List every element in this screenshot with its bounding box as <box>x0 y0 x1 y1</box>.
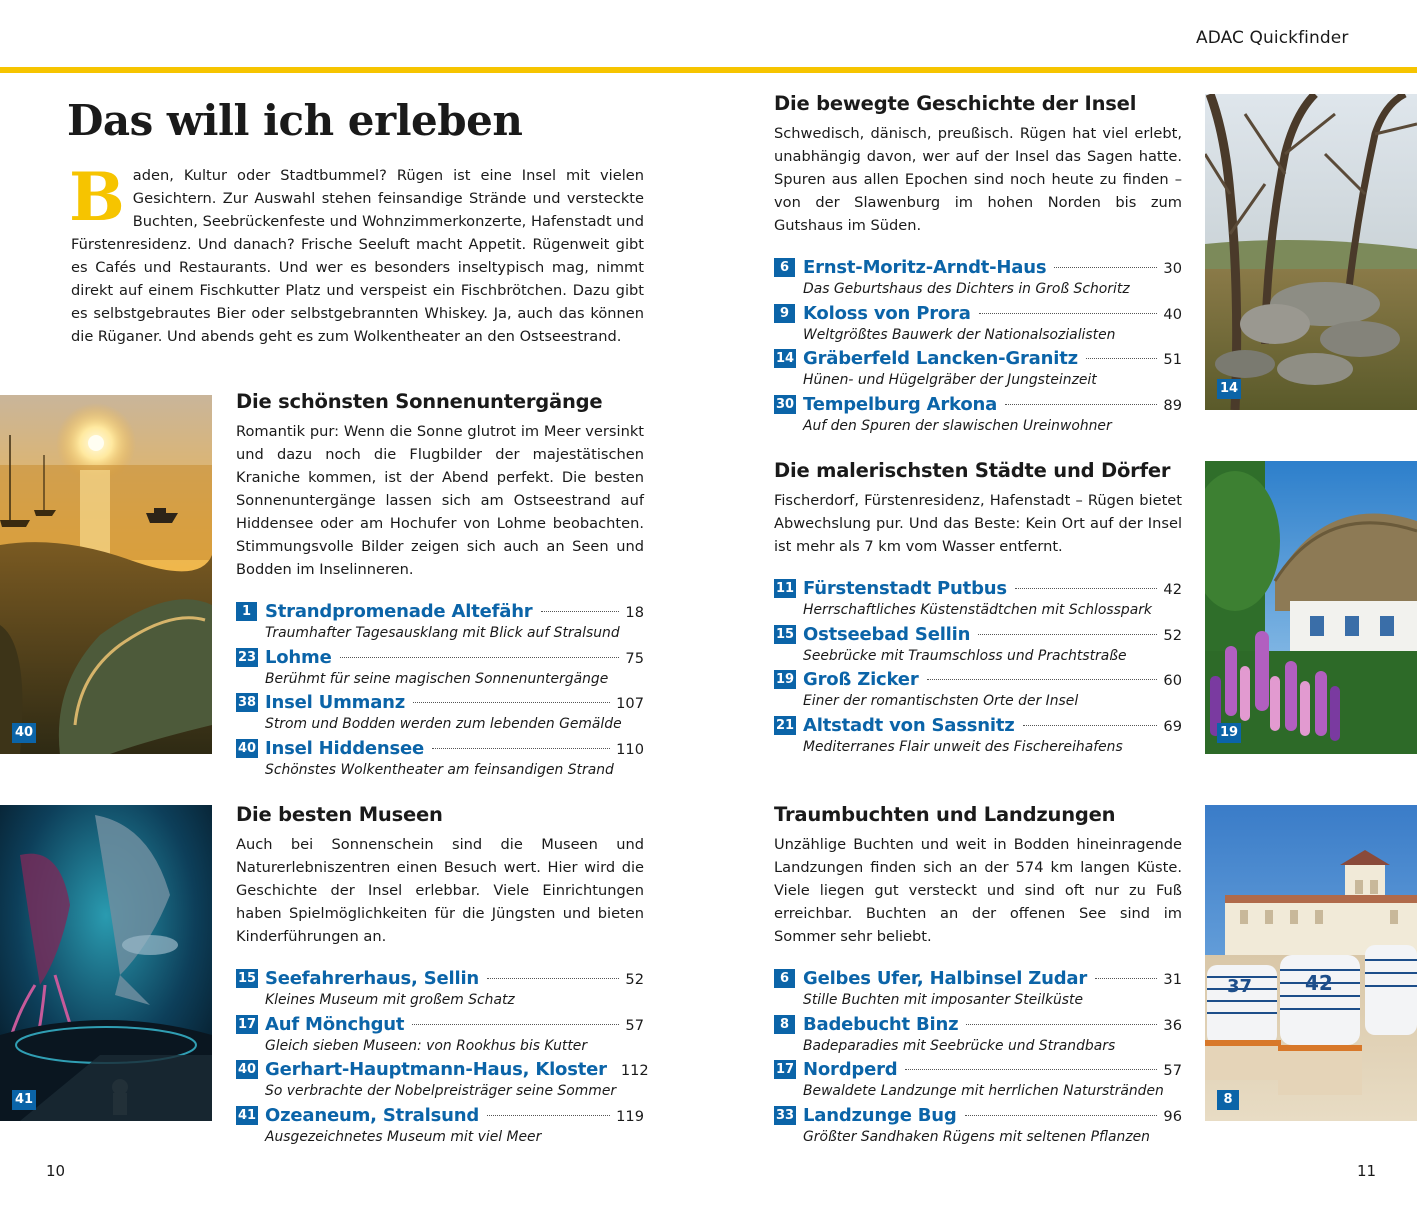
entry-number-badge: 40 <box>238 741 257 757</box>
dot-leader <box>965 1115 1158 1116</box>
dot-leader <box>432 748 610 749</box>
list-item[interactable] <box>774 302 1182 348</box>
entry-subtitle: Das Geburtshaus des Dichters in Groß Schoritz <box>803 281 1130 297</box>
entry-number-badge: 11 <box>776 581 795 596</box>
photo-badge: 14 <box>1217 379 1241 399</box>
intro-paragraph <box>69 158 644 348</box>
entry-title[interactable]: Gelbes Ufer, Halbinsel Zudar <box>803 968 1087 989</box>
entry-title[interactable]: Insel Hiddensee <box>265 738 425 760</box>
section-description: Fischerdorf, Fürstenresidenz, Hafenstadt – Rügen bietet Abwechslung pur. Und das Beste: Kein Ort auf der Insel ist mehr als 7 km vom Wasser entfernt. <box>774 492 1182 555</box>
list-item[interactable] <box>774 967 1182 1013</box>
entry-list <box>774 256 1182 439</box>
dot-leader <box>1095 978 1157 979</box>
entry-number-badge: 41 <box>238 1108 257 1124</box>
entry-title[interactable]: Ostseebad Sellin <box>803 623 971 645</box>
yellow-rule-divider <box>0 67 1417 73</box>
entry-subtitle: Herrschaftliches Küstenstädtchen mit Schlosspark <box>803 602 1152 618</box>
entry-number-badge: 17 <box>238 1016 257 1032</box>
thatched-cottage-photo <box>1205 461 1417 754</box>
entry-list <box>236 967 649 1150</box>
entry-list <box>774 967 1182 1150</box>
entry-title[interactable]: Ozeaneum, Stralsund <box>265 1105 480 1127</box>
entry-title[interactable]: Gerhart-Hauptmann-Haus, Kloster <box>265 1059 607 1081</box>
entry-page: 60 <box>1163 672 1182 690</box>
entry-title[interactable]: Seefahrerhaus, Sellin <box>265 968 480 989</box>
entry-number-badge: 38 <box>238 695 257 711</box>
entry-title[interactable]: Altstadt von Sassnitz <box>803 715 1015 737</box>
sunset-boat-photo <box>0 395 212 754</box>
entry-page: 110 <box>616 741 644 759</box>
list-item[interactable] <box>236 1013 644 1059</box>
entry-title[interactable]: Fürstenstadt Putbus <box>803 578 1007 599</box>
entry-title[interactable]: Tempelburg Arkona <box>803 394 998 416</box>
section-description: Auch bei Sonnenschein sind die Museen und Naturerlebniszentren einen Besuch wert. Hier wird die Geschichte der Insel erlebbar. Viele Einrichtungen haben Spielmöglichkeiten für die Jüngsten und bieten Kinderführungen an. <box>236 836 644 945</box>
entry-title[interactable]: Insel Ummanz <box>265 692 406 714</box>
entry-page: 18 <box>625 604 644 621</box>
dot-leader <box>966 1024 1157 1025</box>
entry-number-badge: 1 <box>236 602 257 621</box>
entry-subtitle: Bewaldete Landzunge mit herrlichen Naturstränden <box>803 1083 1164 1100</box>
drop-cap: B <box>69 158 125 236</box>
photo-badge: 19 <box>1217 723 1241 743</box>
entry-title[interactable]: Koloss von Prora <box>803 302 971 324</box>
entry-subtitle: Einer der romantischsten Orte der Insel <box>803 693 1079 710</box>
page-number-left: 10 <box>46 1162 66 1180</box>
dot-leader <box>1005 404 1157 405</box>
list-item[interactable] <box>774 668 1182 714</box>
list-item[interactable] <box>774 347 1182 393</box>
section-title: Traumbuchten und Landzungen <box>774 803 1116 826</box>
megalith-grave-photo <box>1205 94 1417 410</box>
dot-leader <box>487 1115 610 1116</box>
list-item[interactable] <box>774 623 1182 669</box>
list-item[interactable] <box>774 256 1182 302</box>
entry-subtitle: Badeparadies mit Seebrücke und Strandbars <box>803 1037 1116 1054</box>
entry-page: 52 <box>625 971 644 988</box>
dot-leader <box>927 679 1158 680</box>
list-item[interactable] <box>236 1104 644 1150</box>
entry-number-badge: 23 <box>238 649 257 665</box>
page-title: Das will ich erleben <box>67 96 523 145</box>
entry-subtitle: Traumhafter Tagesausklang mit Blick auf Stralsund <box>265 625 620 641</box>
entry-list <box>236 600 644 783</box>
entry-number-badge: 40 <box>238 1062 257 1078</box>
entry-page: 96 <box>1163 1108 1182 1126</box>
section-bays <box>774 802 1182 1150</box>
entry-page: 119 <box>616 1108 644 1126</box>
dot-leader <box>487 978 619 979</box>
entry-number-badge: 33 <box>776 1108 795 1124</box>
dot-leader <box>1054 267 1157 268</box>
list-item[interactable] <box>774 1058 1182 1104</box>
entry-subtitle: Hünen- und Hügelgräber der Jungsteinzeit <box>803 372 1097 389</box>
entry-number-badge: 15 <box>238 971 257 986</box>
entry-page: 42 <box>1163 581 1182 598</box>
entry-title[interactable]: Badebucht Binz <box>803 1013 959 1035</box>
entry-title[interactable]: Ernst-Moritz-Arndt-Haus <box>803 257 1047 278</box>
entry-subtitle: Größter Sandhaken Rügens mit seltenen Pflanzen <box>803 1129 1150 1146</box>
section-description: Romantik pur: Wenn die Sonne glutrot im Meer versinkt und dazu noch die Flugbilder der majestätischen Kraniche kommen, ist der Abend perfekt. Die besten Sonnenuntergänge lassen sich am Ostseestrand auf Hiddensee oder am Hochufer von Lohme beobachten. Stimmungsvolle Bilder zeigen sich auch an Seen und Bodden im Inselinneren. <box>236 423 644 578</box>
section-museums <box>236 802 649 1150</box>
entry-page: 69 <box>1163 718 1182 736</box>
list-item[interactable] <box>236 691 644 737</box>
photo-badge: 40 <box>12 723 36 743</box>
entry-subtitle: So verbrachte der Nobelpreisträger seine Sommer <box>265 1083 617 1100</box>
entry-number-badge: 17 <box>776 1062 795 1078</box>
entry-page: 112 <box>620 1062 649 1080</box>
entry-subtitle: Schönstes Wolkentheater am feinsandigen Strand <box>265 762 614 779</box>
section-title: Die schönsten Sonnenuntergänge <box>236 390 603 413</box>
entry-number-badge: 6 <box>774 258 795 277</box>
dot-leader <box>340 657 620 658</box>
entry-subtitle: Weltgrößtes Bauwerk der Nationalsozialisten <box>803 326 1116 343</box>
list-item[interactable] <box>774 393 1182 439</box>
dot-leader <box>979 313 1158 314</box>
entry-subtitle: Auf den Spuren der slawischen Ureinwohner <box>803 418 1112 435</box>
entry-page: 36 <box>1163 1016 1182 1034</box>
section-title: Die besten Museen <box>236 803 443 826</box>
entry-number-badge: 19 <box>776 672 795 688</box>
entry-number-badge: 6 <box>774 969 795 988</box>
entry-page: 31 <box>1163 971 1182 988</box>
intro-text: aden, Kultur oder Stadtbummel? Rügen ist eine Insel mit vielen Gesichtern. Zur Auswahl stehen feinsandige Strände und versteckte Buchten, Seebrückenfeste und Wohnzimmerkonzerte, Hafenstadt und Fürstenresidenz. Und danach? Frische Seeluft macht Appetit. Rügenweit gibt es Cafés und Restaurants. Und wer es besonders inseltypisch mag, nimmt direkt auf einem Fischkutter Platz und verspeist ein Fischbrötchen. Dazu gibt es selbstgebrautes Bier oder selbstgebrannten Whiskey. Ja, auch das können die Rüganer. Und abends geht es zum Wolkentheater an den Ostseestrand. <box>71 167 644 345</box>
dot-leader <box>978 634 1157 635</box>
section-towns <box>774 458 1182 760</box>
entry-number-badge: 30 <box>776 397 795 413</box>
entry-page: 40 <box>1163 305 1182 323</box>
section-title: Die bewegte Geschichte der Insel <box>774 92 1137 115</box>
entry-page: 75 <box>625 649 644 667</box>
entry-number-badge: 21 <box>776 718 795 734</box>
list-item[interactable] <box>774 577 1182 623</box>
entry-subtitle: Gleich sieben Museen: von Rookhus bis Kutter <box>265 1037 588 1054</box>
list-item[interactable] <box>236 1058 649 1104</box>
list-item[interactable] <box>236 967 644 1013</box>
dot-leader <box>1086 358 1158 359</box>
dot-leader <box>905 1069 1157 1070</box>
beach-chair-label: 37 <box>1227 976 1253 997</box>
entry-number-badge: 8 <box>774 1015 795 1034</box>
list-item[interactable] <box>774 714 1182 760</box>
entry-page: 107 <box>616 695 644 713</box>
entry-title[interactable]: Strandpromenade Altefähr <box>265 601 533 622</box>
list-item[interactable] <box>236 737 644 783</box>
entry-subtitle: Strom und Bodden werden zum lebenden Gemälde <box>265 716 622 733</box>
entry-number-badge: 14 <box>776 351 795 367</box>
entry-subtitle: Kleines Museum mit großem Schatz <box>265 992 515 1008</box>
list-item[interactable] <box>236 646 644 692</box>
section-title: Die malerischsten Städte und Dörfer <box>774 459 1171 482</box>
dot-leader <box>413 702 610 703</box>
aquarium-museum-photo <box>0 805 212 1121</box>
beach-chair-label: 42 <box>1305 971 1333 995</box>
section-description: Unzählige Buchten und weit in Bodden hineinragende Landzungen finden sich an der 574 km langen Küste. Viele liegen gut versteckt und sind oft nur zu Fuß erreichbar. Buchten an der offenen See sind im Sommer sehr beliebt. <box>774 836 1182 945</box>
running-header: ADAC Quickfinder <box>1196 28 1349 48</box>
photo-badge: 41 <box>12 1090 36 1110</box>
entry-page: 57 <box>1163 1062 1182 1080</box>
section-description: Schwedisch, dänisch, preußisch. Rügen hat viel erlebt, unabhängig davon, wer auf der Insel das Sagen hatte. Spuren aus allen Epochen sind noch heute zu finden – von der Slawenburg im hohen Norden bis zum Gutshaus im Süden. <box>774 125 1182 234</box>
entry-page: 51 <box>1163 351 1182 369</box>
entry-title[interactable]: Auf Mönchgut <box>265 1013 405 1035</box>
entry-subtitle: Stille Buchten mit imposanter Steilküste <box>803 992 1084 1008</box>
photo-badge: 8 <box>1217 1090 1239 1110</box>
dot-leader <box>412 1024 619 1025</box>
entry-subtitle: Seebrücke mit Traumschloss und Prachtstraße <box>803 647 1127 664</box>
entry-page: 52 <box>1163 626 1182 644</box>
entry-number-badge: 9 <box>774 304 795 323</box>
section-history <box>774 91 1182 439</box>
entry-page: 89 <box>1163 397 1182 415</box>
dot-leader <box>541 611 620 612</box>
entry-title[interactable]: Gräberfeld Lancken-Granitz <box>803 348 1078 370</box>
section-sunsets <box>236 389 644 783</box>
list-item[interactable] <box>774 1104 1182 1150</box>
entry-page: 57 <box>625 1016 644 1034</box>
entry-title[interactable]: Groß Zicker <box>803 669 919 691</box>
page-number-right: 11 <box>1357 1162 1377 1180</box>
entry-subtitle: Berühmt für seine magischen Sonnenuntergänge <box>265 670 609 687</box>
dot-leader <box>1015 588 1158 589</box>
beach-chairs-photo <box>1205 805 1417 1121</box>
list-item[interactable] <box>774 1013 1182 1059</box>
entry-list <box>774 577 1182 760</box>
entry-title[interactable]: Landzunge Bug <box>803 1105 957 1127</box>
entry-title[interactable]: Lohme <box>265 646 332 668</box>
list-item[interactable] <box>236 600 644 646</box>
entry-title[interactable]: Nordperd <box>803 1059 898 1081</box>
entry-subtitle: Mediterranes Flair unweit des Fischereihafens <box>803 739 1123 756</box>
entry-subtitle: Ausgezeichnetes Museum mit viel Meer <box>265 1129 542 1146</box>
entry-number-badge: 15 <box>776 626 795 642</box>
entry-page: 30 <box>1163 260 1182 277</box>
dot-leader <box>1023 725 1158 726</box>
